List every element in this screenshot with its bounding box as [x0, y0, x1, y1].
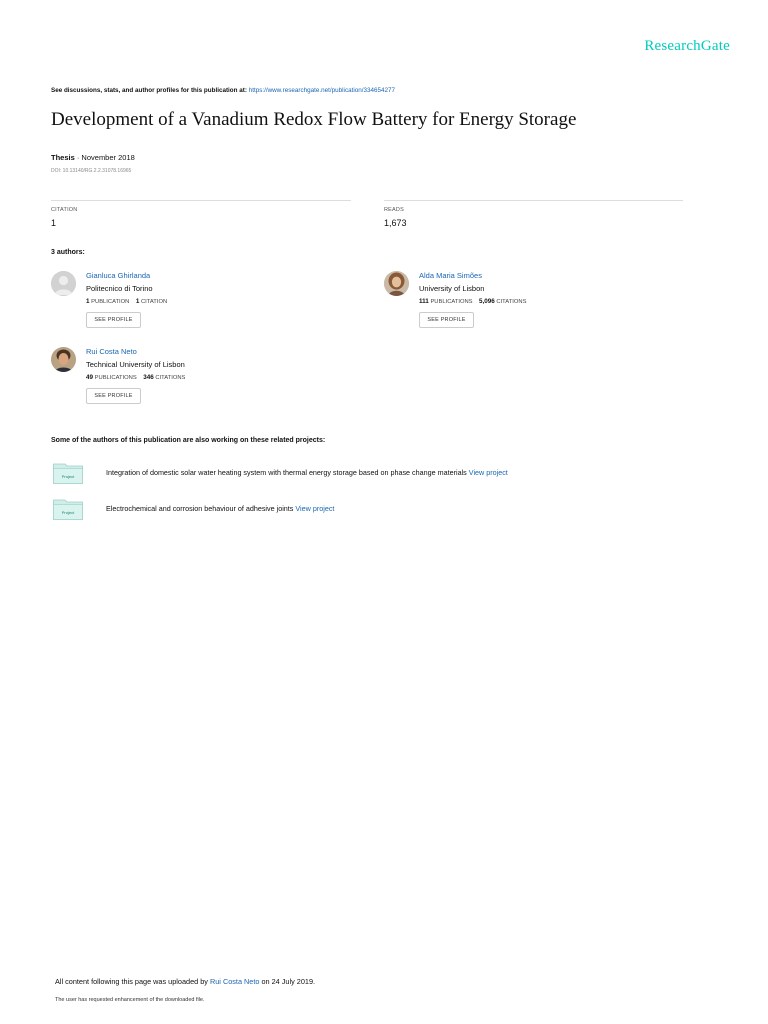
project-item [53, 499, 693, 523]
photo-avatar-icon[interactable] [384, 271, 409, 296]
uploaded-suffix: on 24 July 2019. [261, 977, 316, 986]
publications-label: PUBLICATIONS [430, 299, 473, 305]
citations-count: 346 [143, 374, 154, 381]
see-profile-button[interactable]: SEE PROFILE [86, 388, 141, 404]
publications-count: 111 [419, 298, 429, 305]
authors-heading: 3 authors: [51, 249, 85, 256]
publication-type: Thesis [51, 153, 75, 162]
project-text [106, 504, 334, 513]
project-icon-label: Project [61, 474, 75, 479]
author-institution: Technical University of Lisbon [86, 360, 185, 369]
publications-label: PUBLICATION [91, 299, 130, 305]
publication-doi: DOI: 10.13140/RG.2.2.31078.16965 [51, 168, 132, 174]
author-card [384, 271, 684, 333]
publications-count: 1 [86, 298, 90, 305]
citation-value: 1 [51, 218, 57, 228]
uploaded-prefix: All content following this page was uploaded by [55, 977, 208, 986]
project-text [106, 468, 508, 477]
researchgate-logo[interactable]: ResearchGate [644, 38, 730, 54]
publications-count: 49 [86, 374, 94, 381]
reads-label: READS [384, 207, 404, 213]
publications-label: PUBLICATIONS [94, 375, 137, 381]
author-card [51, 347, 351, 409]
author-card [51, 271, 351, 333]
project-folder-icon[interactable] [53, 499, 83, 520]
project-title: Electrochemical and corrosion behaviour of adhesive joints [106, 504, 294, 513]
see-profile-button[interactable]: SEE PROFILE [86, 312, 141, 328]
default-avatar-icon[interactable] [51, 271, 76, 296]
citations-count: 5,096 [478, 298, 495, 305]
publication-title: Development of a Vanadium Redox Flow Battery for Energy Storage [51, 109, 577, 130]
uploader-link[interactable]: Rui Costa Neto [209, 977, 260, 986]
citations-label: CITATIONS [155, 375, 186, 381]
project-folder-icon[interactable] [53, 463, 83, 484]
author-stats [419, 298, 526, 305]
publication-url-link[interactable]: https://www.researchgate.net/publication/334654277 [248, 87, 396, 94]
project-icon-label: Project [61, 510, 75, 515]
author-name[interactable]: Gianluca Ghirlanda [86, 271, 151, 280]
reads-divider [384, 200, 683, 201]
publication-date: · November 2018 [74, 153, 135, 162]
citation-divider [51, 200, 351, 201]
project-title: Integration of domestic solar water heating system with thermal energy storage based on phase change materials [106, 468, 467, 477]
view-project-link[interactable]: View project [468, 468, 508, 477]
view-project-link[interactable]: View project [295, 504, 335, 513]
publication-type-date [51, 153, 135, 162]
see-discussions-text: See discussions, stats, and author profiles for this publication at: [51, 87, 247, 94]
enhancement-note: The user has requested enhancement of the downloaded file. [55, 997, 205, 1003]
author-name[interactable]: Rui Costa Neto [86, 347, 137, 356]
author-stats [86, 298, 167, 305]
related-projects-heading: Some of the authors of this publication are also working on these related projects: [51, 437, 326, 444]
see-discussions-line [51, 87, 395, 94]
citations-count: 1 [135, 298, 140, 305]
author-institution: University of Lisbon [419, 284, 485, 293]
citations-label: CITATIONS [496, 299, 527, 305]
author-stats [86, 374, 185, 381]
citations-label: CITATION [140, 299, 168, 305]
reads-value: 1,673 [384, 218, 407, 228]
project-item [53, 463, 693, 487]
see-profile-button[interactable]: SEE PROFILE [419, 312, 474, 328]
author-institution: Politecnico di Torino [86, 284, 153, 293]
uploaded-by-line [55, 977, 315, 986]
author-name[interactable]: Alda Maria Simões [419, 271, 482, 280]
citation-label: CITATION [51, 207, 78, 213]
photo-avatar-icon[interactable] [51, 347, 76, 372]
